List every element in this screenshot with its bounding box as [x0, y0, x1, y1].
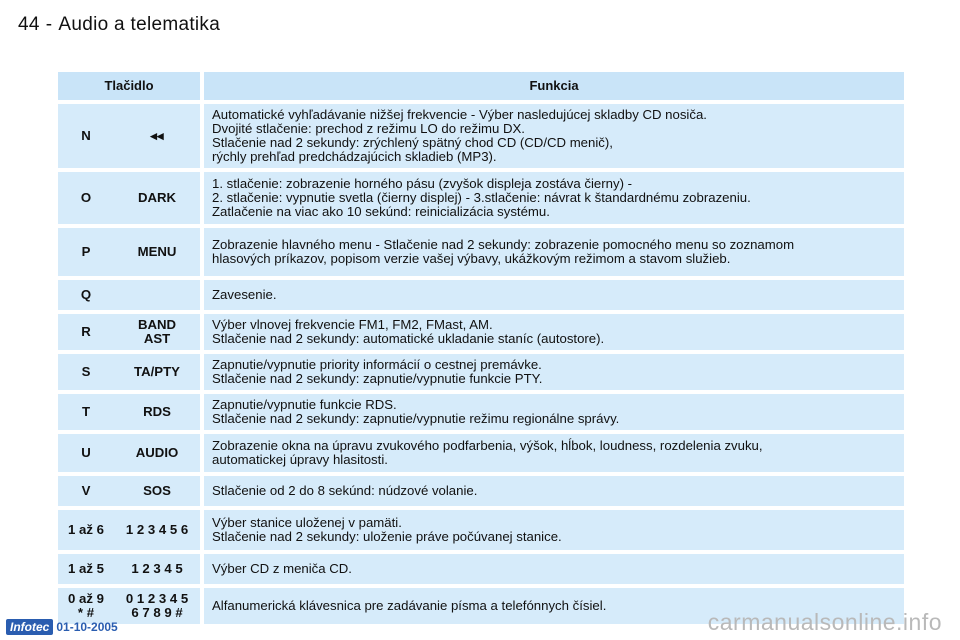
table-row: [58, 434, 904, 472]
row-key: R: [58, 314, 114, 350]
row-button-label: [114, 280, 204, 310]
row-key: 1 až 5: [58, 554, 114, 584]
table-row: [58, 476, 904, 506]
row-button-label: 0 1 2 3 4 5 6 7 8 9 #: [114, 588, 204, 624]
row-button-label: AUDIO: [114, 434, 204, 472]
row-key: 0 až 9 * #: [58, 588, 114, 624]
function-table: [58, 68, 904, 628]
page-number: 44: [18, 14, 40, 35]
row-key: 1 až 6: [58, 510, 114, 550]
row-key: U: [58, 434, 114, 472]
row-key: T: [58, 394, 114, 430]
row-function-desc: Zobrazenie okna na úpravu zvukového podfarbenia, výšok, hĺbok, loudness, rozdelenia zvuku, automatickej úpravy hlasitosti.: [204, 434, 904, 472]
table-row: [58, 228, 904, 276]
row-button-label: ◂◂: [114, 104, 204, 168]
column-header-function: Funkcia: [204, 72, 904, 100]
section-title: Audio a telematika: [58, 14, 221, 35]
row-function-desc: Alfanumerická klávesnica pre zadávanie písma a telefónnych čísiel.: [204, 588, 904, 624]
row-button-label: 1 2 3 4 5 6: [114, 510, 204, 550]
table-header-row: [58, 72, 904, 100]
row-key: O: [58, 172, 114, 224]
footer-logo: [6, 619, 118, 635]
row-function-desc: Výber vlnovej frekvencie FM1, FM2, FMast, AM. Stlačenie nad 2 sekundy: automatické ukladanie staníc (autostore).: [204, 314, 904, 350]
table-row: [58, 554, 904, 584]
table-row: [58, 510, 904, 550]
row-button-label: SOS: [114, 476, 204, 506]
table-body: [58, 104, 904, 624]
column-header-button: Tlačidlo: [58, 72, 204, 100]
watermark: carmanualsonline.info: [707, 609, 942, 635]
table-row: [58, 394, 904, 430]
row-function-desc: Zapnutie/vypnutie funkcie RDS. Stlačenie nad 2 sekundy: zapnutie/vypnutie režimu regionálne správy.: [204, 394, 904, 430]
row-button-label: RDS: [114, 394, 204, 430]
row-function-desc: Zobrazenie hlavného menu - Stlačenie nad 2 sekundy: zobrazenie pomocného menu so zoznamom hlasových príkazov, popisom verzie vašej výbavy, ukážkovým režimom a stavom služieb.: [204, 228, 904, 276]
table-row: [58, 314, 904, 350]
row-button-label: 1 2 3 4 5: [114, 554, 204, 584]
row-button-label: TA/PTY: [114, 354, 204, 390]
row-function-desc: Výber CD z meniča CD.: [204, 554, 904, 584]
table-row: [58, 104, 904, 168]
row-function-desc: Zavesenie.: [204, 280, 904, 310]
table-row: [58, 172, 904, 224]
row-function-desc: Výber stanice uloženej v pamäti. Stlačenie nad 2 sekundy: uloženie práve počúvanej stanice.: [204, 510, 904, 550]
footer-date: 01-10-2005: [56, 620, 118, 634]
row-function-desc: Stlačenie od 2 do 8 sekúnd: núdzové volanie.: [204, 476, 904, 506]
row-key: N: [58, 104, 114, 168]
row-key: V: [58, 476, 114, 506]
row-button-label: MENU: [114, 228, 204, 276]
header-separator: -: [45, 14, 53, 35]
row-key: P: [58, 228, 114, 276]
infotec-logo: Infotec: [6, 619, 53, 635]
row-key: Q: [58, 280, 114, 310]
page-header: [18, 14, 220, 36]
row-function-desc: Zapnutie/vypnutie priority informácií o cestnej premávke. Stlačenie nad 2 sekundy: zapnutie/vypnutie funkcie PTY.: [204, 354, 904, 390]
table-row: [58, 354, 904, 390]
row-button-label: DARK: [114, 172, 204, 224]
row-button-label: BAND AST: [114, 314, 204, 350]
row-function-desc: 1. stlačenie: zobrazenie horného pásu (zvyšok displeja zostáva čierny) - 2. stlačenie: vypnutie svetla (čierny displej) - 3.stlačenie: návrat k štandardnému zobrazeniu. Zatlačenie na viac ako 10 sekúnd: reinicializácia systému.: [204, 172, 904, 224]
table-row: [58, 280, 904, 310]
row-function-desc: Automatické vyhľadávanie nižšej frekvencie - Výber nasledujúcej skladby CD nosiča. Dvojité stlačenie: prechod z režimu LO do režimu DX. Stlačenie nad 2 sekundy: zrýchlený spätný chod CD (CD/CD menič), rýchly prehľad predchádzajúcich skladieb (MP3).: [204, 104, 904, 168]
row-key: S: [58, 354, 114, 390]
